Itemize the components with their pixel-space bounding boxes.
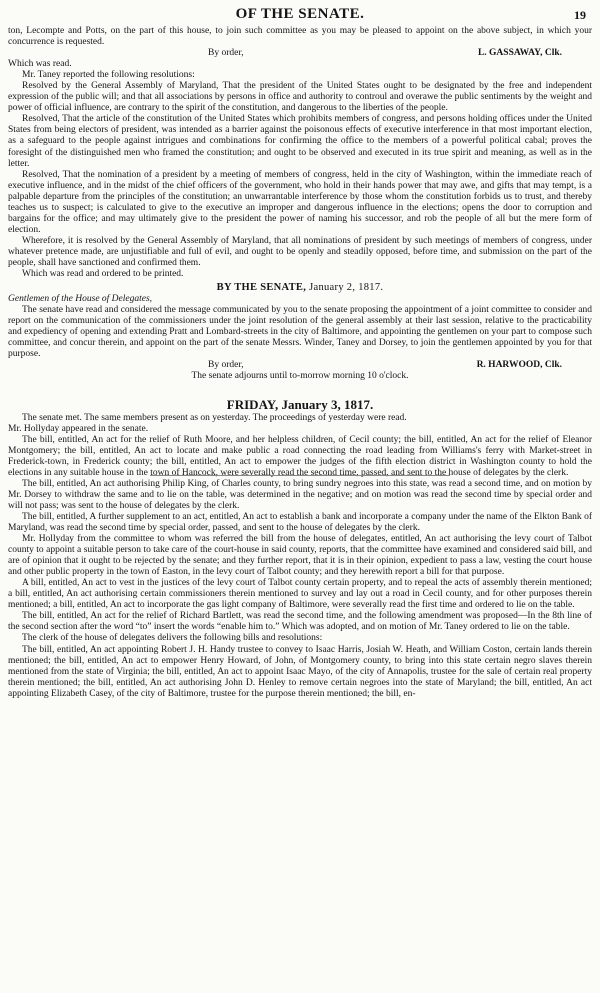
day-heading-date: January 3, 1817. bbox=[281, 396, 374, 412]
resolution-paragraph: Resolved, That the article of the constitution of the United States which prohibits members of congress, and persons holding offices under the United States from being electors of president, was intended as a barrier against the poisonous effects of executive interference in that most important election, as a safeguard to the people against intrigues and combinations for confirming the office to the members of a powerful political cabal; proves the foresight of the distinguished men who framed the constitution; and ought to be observed and executed in its true spirit and meaning, as well as in the letter. bbox=[8, 114, 592, 169]
day-heading-day: FRIDAY, bbox=[226, 396, 279, 412]
document-body bbox=[8, 26, 592, 700]
clerk-signature: R. HARWOOD, Clk. bbox=[476, 360, 562, 371]
section-heading-title: BY THE SENATE, bbox=[216, 282, 307, 294]
paragraph: The senate adjourns until to-morrow morning 10 o'clock. bbox=[191, 371, 409, 382]
page-title: OF THE SENATE. bbox=[235, 6, 365, 22]
message-paragraph: The senate have read and considered the message communicated by you to the senate proposing the appointment of a joint committee to consider and report on the communication of the commissioners under the joint resolution of the general assembly at their last session, relative to the practicability and expediency of opening and extending Pratt and Lombard-streets in the city of Baltimore, and appointing the gentlemen on your part to compose such committee, and concur therein, and appoint on the part of the senate Messrs. Winder, Taney and Dorsey, to join the gentlemen appointed by you for that purpose. bbox=[8, 305, 592, 360]
section-heading bbox=[8, 282, 592, 293]
bill-paragraph: The bill, entitled, An act for the relief of Ruth Moore, and her helpless children, of Cecil county; the bill, entitled, An act for the relief of Eleanor Montgomery; the bill, entitled, An act to locate and make public a road connecting the road leading from Williams's ferry with Market-street in Frederick-town, in Frederick county; the bill, entitled, An act to empower the judges of the fifth election district in Washington county to hold the elections in any suitable house in the town of Hancock, were severally read the second time, passed, and sent to the house of delegates by the clerk. bbox=[8, 434, 592, 478]
paragraph: Which was read and ordered to be printed. bbox=[22, 269, 184, 280]
resolution-paragraph: Resolved, That the nomination of a president by a meeting of members of congress, held in the city of Washington, within the immediate reach of executive influence, and in the midst of the chief officers of the government, who hold in their hands power that may awe, and gifts that may tempt, is a palpable departure from the principles of the constitution; an unwarrantable interference by those whom the constitution forbids us to trust, and thereby teaches us to suspect; is calculated to give to the executive an improper and dangerous influence in the elections; opens the door to corruption and bargains for the office; and may ultimately give to the president the power of naming his successor, and rob the people of all but the mere form of election. bbox=[8, 169, 592, 235]
bill-paragraph: The bill, entitled, A further supplement to an act, entitled, An act to establish a bank and incorporate a company under the name of the Elkton Bank of Maryland, was read the second time by special order, passed, and sent to the house of delegates by the clerk. bbox=[8, 511, 592, 534]
salutation: Gentlemen of the House of Delegates, bbox=[8, 294, 153, 305]
by-order-label: By order, bbox=[208, 48, 244, 59]
resolution-paragraph: Wherefore, it is resolved by the General Assembly of Maryland, that all nominations of president by such meetings of members of congress, under whatever pretence made, are unjustifiable and full of evil, and ought to be openly and steadily opposed, before time, and submission on the part of the people, shall have sanctioned and confirmed them. bbox=[8, 235, 592, 268]
signature-block bbox=[8, 48, 592, 59]
bill-paragraph: A bill, entitled, An act to vest in the justices of the levy court of Talbot county certain property, and to repeal the acts of assembly therein mentioned; a bill, entitled, An act authorising certain commissioners therein mentioned to survey and lay out a road in Cecil county, and for other purposes therein mentioned; a bill, entitled, An act to incorporate the gas light company of Baltimore, were severally read the first time and ordered to lie on the table. bbox=[8, 578, 592, 611]
clerk-signature: L. GASSAWAY, Clk. bbox=[477, 48, 562, 59]
resolution-paragraph: Resolved by the General Assembly of Maryland, That the president of the United States ought to be designated by the free and independent expression of the public will; and that all associations by persons in office and authority to controul and overawe the public sentiments by the weight and power of official influence, are contrary to the spirit of the constitution, and dangerous to the liberties of the people. bbox=[8, 81, 592, 114]
bill-paragraph: The bill, entitled, An act authorising Philip King, of Charles county, to bring sundry negroes into this state, was read a second time, and on motion by Mr. Dorsey to withdraw the same and to lie on the table, was determined in the negative; and on motion was read the second time by special order and will not pass; was sent to the house of delegates by the clerk. bbox=[8, 478, 592, 511]
running-header bbox=[8, 4, 592, 26]
bill-paragraph: Mr. Hollyday from the committee to whom was referred the bill from the house of delegates, entitled, An act authorising the levy court of Talbot county to appoint a suitable person to take care of the court-house in said county, reports, that the committee have examined and considered said bill, and are of opinion that it ought to be rejected by the senate; and they further report, that it is in their opinion, expedient to pass a law, vesting the court house and other public property in the town of Easton, in the levy court of Talbot county; and they herewith report a bill for that purpose. bbox=[8, 534, 592, 578]
paragraph: Mr. Taney reported the following resolutions: bbox=[22, 70, 195, 81]
by-order-label: By order, bbox=[208, 360, 244, 371]
paragraph: The clerk of the house of delegates delivers the following bills and resolutions: bbox=[22, 633, 323, 644]
day-heading bbox=[8, 396, 592, 412]
section-heading-date: January 2, 1817. bbox=[309, 282, 384, 294]
paragraph: ton, Lecompte and Potts, on the part of this house, to join such committee as you may be pleased to appoint on the above subject, in which your concurrence is requested. bbox=[8, 26, 592, 48]
signature-block bbox=[8, 360, 592, 371]
bill-paragraph: The bill, entitled, An act appointing Robert J. H. Handy trustee to convey to Isaac Harris, Josiah W. Heath, and William Coston, certain lands therein mentioned; the bill, entitled, An act to empower Henry Howard, of John, of Montgomery county, to bring into this state certain negro slaves therein mentioned from the state of Virginia; the bill, entitled, An act to appoint Isaac Mayo, of the city of Annapolis, trustee for the sale of certain real property therein mentioned; the bill, entitled, An act authorising John D. Henley to remove certain negroes into the state of Maryland; the bill, entitled, An act appointing Elizabeth Casey, of the city of Baltimore, trustee for the purpose therein mentioned; the bill, en- bbox=[8, 644, 592, 699]
paragraph: Mr. Hollyday appeared in the senate. bbox=[8, 423, 149, 434]
paragraph: Which was read. bbox=[8, 59, 72, 70]
paragraph: The senate met. The same members present as on yesterday. The proceedings of yesterday were read. bbox=[22, 412, 407, 423]
page-number: 19 bbox=[574, 8, 586, 22]
divider bbox=[150, 475, 450, 476]
bill-paragraph: The bill, entitled, An act for the relief of Richard Bartlett, was read the second time, and the following amendment was proposed—In the 8th line of the second section after the word “to” insert the words “enable him to.” Which was adopted, and on motion of Mr. Taney ordered to lie on the table. bbox=[8, 611, 592, 633]
